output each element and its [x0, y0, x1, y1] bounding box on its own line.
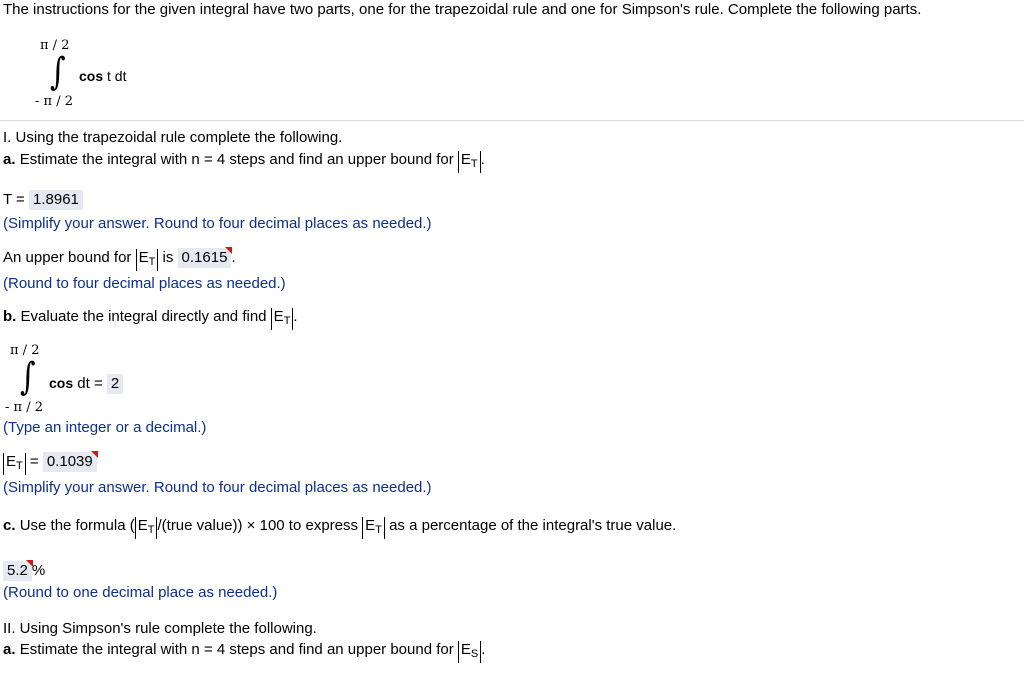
- part1-c-question: [3, 517, 676, 539]
- integrand-variable: t dt: [107, 68, 127, 84]
- integrand: [79, 68, 126, 84]
- integral-value-hint: (Type an integer or a decimal.): [3, 419, 207, 436]
- dt-equals: dt =: [77, 375, 103, 392]
- part2-heading: II. Using Simpson's rule complete the following.: [3, 620, 317, 637]
- bound-is: is: [162, 249, 174, 266]
- integral-lower-limit: - π / 2: [35, 94, 73, 109]
- integral-sign: ∫: [20, 355, 36, 399]
- percent-sign: %: [31, 562, 46, 579]
- abs-error-trapezoid: $E_T$: [135, 517, 158, 539]
- abs-error-trapezoid: $E_T$: [271, 308, 294, 330]
- part2-a-question: a. Estimate the integral with n = 4 steps and find an upper bound for $E_S$ .: [3, 641, 485, 663]
- part1-heading: I. Using the trapezoidal rule complete the following.: [3, 129, 343, 146]
- abs-error-trapezoid: $E_T$: [458, 151, 481, 173]
- part1-c-text-middle: /(true value)) × 100 to express: [157, 517, 358, 534]
- integral-upper-limit: π / 2: [10, 343, 40, 358]
- et-equals: =: [29, 453, 39, 470]
- instructions-text: The instructions for the given integral have two parts, one for the trapezoidal rule and one for Simpson's rule. Complete the following parts.: [3, 1, 922, 18]
- integrand-function: cos: [49, 375, 74, 391]
- abs-error-trapezoid: $E_T$: [3, 453, 26, 475]
- section-divider: [0, 120, 1024, 121]
- t-label: T =: [3, 191, 25, 208]
- part1-a-question: a. Estimate the integral with n = 4 steps and find an upper bound for $E_T$ .: [3, 151, 485, 173]
- integral-upper-limit: π / 2: [40, 38, 70, 53]
- bound-prefix: An upper bound for: [3, 249, 132, 266]
- part2-a-label: a.: [3, 641, 16, 658]
- bound-answer-field[interactable]: 0.1615: [178, 248, 232, 268]
- et-hint: (Simplify your answer. Round to four decimal places as needed.): [3, 479, 432, 496]
- bound-hint: (Round to four decimal places as needed.): [3, 275, 286, 292]
- percent-hint: (Round to one decimal place as needed.): [3, 584, 278, 601]
- et-answer-field[interactable]: 0.1039: [43, 452, 97, 472]
- part1-a-label: a.: [3, 151, 16, 168]
- part1-c-label: c.: [3, 517, 16, 534]
- part2-a-text: Estimate the integral with n = 4 steps and find an upper bound for: [19, 641, 454, 658]
- integrand-function: cos: [79, 68, 104, 84]
- et-answer-row: [3, 452, 97, 475]
- integral-value-field[interactable]: 2: [107, 374, 123, 394]
- part1-a-text: Estimate the integral with n = 4 steps and find an upper bound for: [19, 151, 454, 168]
- part1-b-label: b.: [3, 308, 17, 325]
- percent-answer-row: [3, 561, 45, 581]
- integral-lower-limit: - π / 2: [5, 400, 43, 415]
- part1-b-text: Evaluate the integral directly and find: [20, 308, 267, 325]
- integral-sign: ∫: [50, 50, 66, 94]
- t-answer-field[interactable]: 1.8961: [29, 190, 83, 210]
- abs-error-simpson: $E_S$: [458, 641, 481, 663]
- percent-answer-field[interactable]: 5.2: [3, 561, 32, 581]
- abs-error-trapezoid: $E_T$: [136, 249, 159, 271]
- part1-c-text-after: as a percentage of the integral's true value.: [389, 517, 677, 534]
- part1-c-text-before: Use the formula (: [19, 517, 135, 534]
- t-hint: (Simplify your answer. Round to four decimal places as needed.): [3, 215, 432, 232]
- part1-b-integrand-row: [49, 374, 123, 394]
- part1-b-question: b. Evaluate the integral directly and find $E_T$ .: [3, 308, 298, 330]
- abs-error-trapezoid: $E_T$: [362, 517, 385, 539]
- bound-answer-row: An upper bound for $E_T$ is 0.1615 .: [3, 248, 236, 271]
- t-answer-row: [3, 190, 83, 210]
